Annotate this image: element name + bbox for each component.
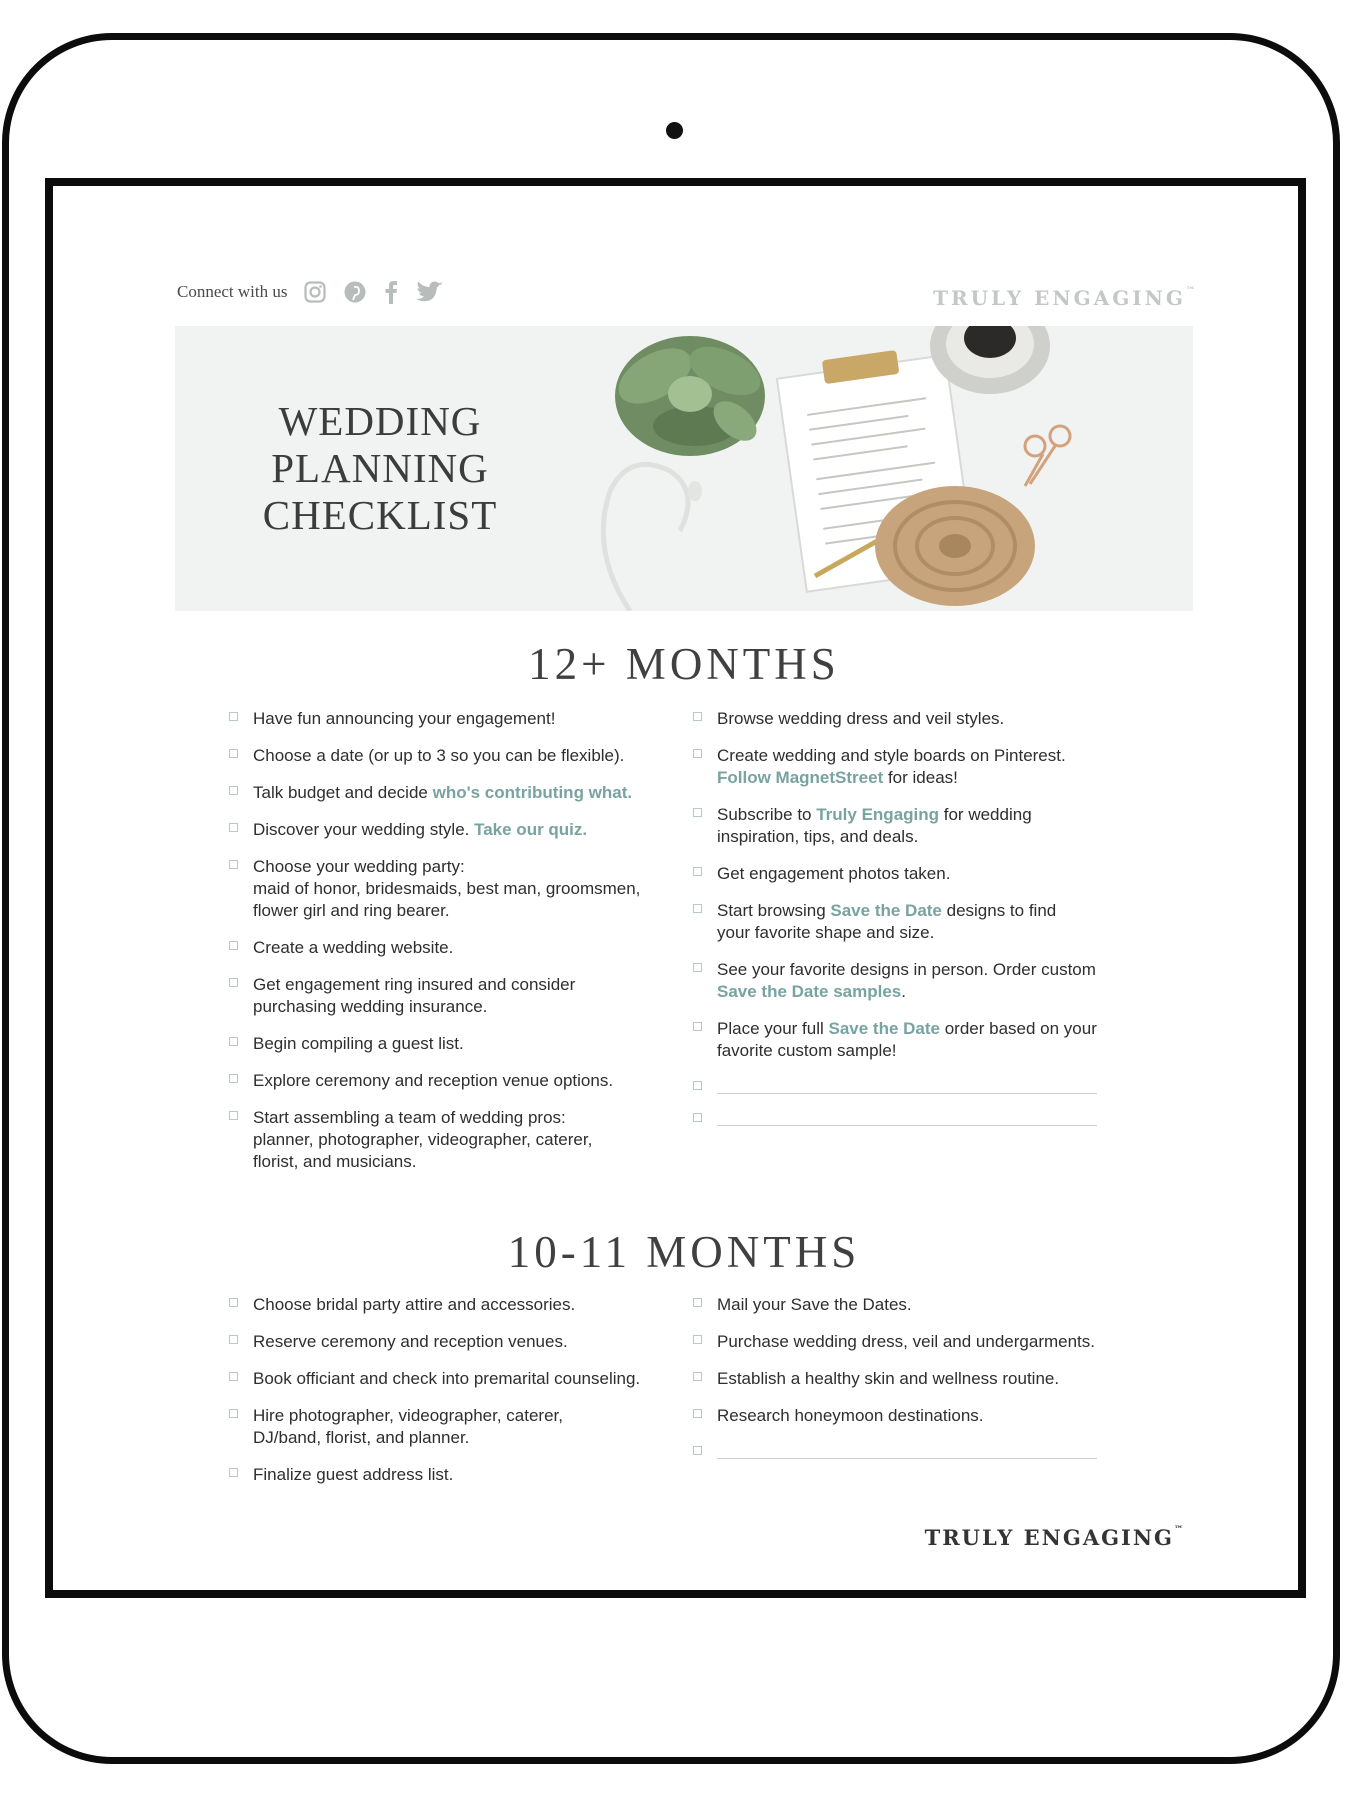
checklist-text: Explore ceremony and reception venue options. (253, 1071, 614, 1090)
checklist-item (229, 1033, 699, 1055)
checklist-item-line (253, 878, 699, 900)
checklist-text: Start browsing (717, 901, 831, 920)
checklist-link[interactable]: who's contributing what. (432, 783, 633, 802)
checkbox[interactable] (693, 867, 702, 876)
checklist-link[interactable]: Save the Date (828, 1019, 940, 1038)
checklist-item-line (717, 708, 1163, 730)
checklist-item (693, 863, 1163, 885)
checklist-item-line (253, 856, 699, 878)
checklist-item (693, 1018, 1163, 1062)
checkbox[interactable] (229, 749, 238, 758)
checklist-item-line (253, 745, 699, 767)
checkbox[interactable] (229, 1111, 238, 1120)
checkbox[interactable] (229, 941, 238, 950)
checklist-text: flower girl and ring bearer. (253, 901, 450, 920)
hero-title-line: WEDDING (278, 398, 482, 444)
checklist-text: Start assembling a team of wedding pros: (253, 1108, 566, 1127)
checklist-item (693, 1109, 1163, 1126)
checklist-item-line (717, 745, 1163, 767)
checklist-text: planner, photographer, videographer, caterer, (253, 1130, 593, 1149)
checklist-item (693, 745, 1163, 789)
checklist-text: designs to find (941, 901, 1057, 920)
checkbox[interactable] (229, 860, 238, 869)
checklist-text: Create wedding and style boards on Pinterest. (717, 746, 1066, 765)
checklist-col-12-right (693, 708, 1163, 1141)
checklist-link[interactable]: Save the Date samples (717, 982, 902, 1001)
checkbox[interactable] (693, 1081, 702, 1090)
checklist-item (229, 1331, 699, 1353)
checklist-text: Place your full (717, 1019, 829, 1038)
checklist-text: Establish a healthy skin and wellness routine. (717, 1369, 1060, 1388)
checklist-item (229, 1368, 699, 1390)
checklist-item-line (253, 1033, 699, 1055)
checklist-item-line (717, 767, 1163, 789)
succulent-plant (609, 336, 768, 456)
checklist-link[interactable]: Save the Date (830, 901, 942, 920)
checklist-item-line (717, 804, 1163, 826)
checkbox[interactable] (693, 1022, 702, 1031)
checkbox[interactable] (229, 978, 238, 987)
checklist-item-line (253, 1107, 699, 1129)
checklist-text: inspiration, tips, and deals. (717, 827, 919, 846)
checkbox[interactable] (693, 1409, 702, 1418)
checkbox[interactable] (693, 749, 702, 758)
checklist-item-line (253, 1368, 699, 1390)
checklist-link[interactable]: Take our quiz. (474, 820, 588, 839)
checklist-item-line (717, 863, 1163, 885)
checklist-text: Choose your wedding party: (253, 857, 465, 876)
twitter-icon[interactable] (416, 281, 444, 303)
checklist-item (229, 819, 699, 841)
checklist-item-line (253, 1405, 699, 1427)
checklist-text: DJ/band, florist, and planner. (253, 1428, 470, 1447)
checklist-text: Discover your wedding style. (253, 820, 475, 839)
top-bar (177, 278, 1195, 318)
checklist-text: Begin compiling a guest list. (253, 1034, 464, 1053)
checkbox[interactable] (229, 712, 238, 721)
checkbox[interactable] (229, 1037, 238, 1046)
facebook-icon[interactable] (384, 280, 398, 304)
checklist-item-line (253, 819, 699, 841)
checklist-item-line (717, 1368, 1163, 1390)
hero-banner (175, 326, 1193, 611)
checklist-col-10-right (693, 1294, 1163, 1474)
checklist-text: Book officiant and check into premarital counseling. (253, 1369, 641, 1388)
checklist-item-line (253, 1129, 699, 1151)
checklist-item (229, 1464, 699, 1486)
checklist-text: Reserve ceremony and reception venues. (253, 1332, 568, 1351)
checklist-item (229, 974, 699, 1018)
blank-write-in-line (717, 1442, 1097, 1459)
checklist-item (229, 1294, 699, 1316)
checklist-item (693, 1077, 1163, 1094)
checklist-text: Choose a date (or up to 3 so you can be flexible). (253, 746, 625, 765)
checklist-item-line (253, 900, 699, 922)
checklist-item (693, 804, 1163, 848)
woven-basket (875, 486, 1035, 606)
checklist-col-10-left (229, 1294, 699, 1501)
checklist-item (693, 1294, 1163, 1316)
checklist-item-line (253, 996, 699, 1018)
instagram-icon[interactable] (304, 281, 326, 303)
checklist-item (229, 782, 699, 804)
checklist-item-line (717, 900, 1163, 922)
checkbox[interactable] (229, 1409, 238, 1418)
checkbox[interactable] (693, 1372, 702, 1381)
checklist-text: Get engagement photos taken. (717, 864, 951, 883)
checklist-item-line (253, 974, 699, 996)
checkbox[interactable] (693, 963, 702, 972)
checklist-text: favorite custom sample! (717, 1041, 897, 1060)
checklist-item (693, 1442, 1163, 1459)
checklist-text: . (901, 982, 906, 1001)
checklist-text: purchasing wedding insurance. (253, 997, 488, 1016)
checklist-text: for wedding (939, 805, 1032, 824)
connect-label: Connect with us (177, 282, 288, 301)
checklist-item (693, 959, 1163, 1003)
brand-logo-bottom: TRULY ENGAGING™ (924, 1525, 1183, 1550)
checkbox[interactable] (229, 1372, 238, 1381)
checklist-item (693, 1331, 1163, 1353)
checklist-text: Browse wedding dress and veil styles. (717, 709, 1005, 728)
checklist-item (229, 1070, 699, 1092)
checkbox[interactable] (229, 1468, 238, 1477)
checklist-text: order based on your (940, 1019, 1097, 1038)
checklist-item-line (717, 1040, 1163, 1062)
checklist-item-line (253, 937, 699, 959)
brand-logo-top: TRULY ENGAGING™ (933, 286, 1195, 310)
checklist-item-line (717, 922, 1163, 944)
hero-title (235, 398, 525, 539)
section-heading-10-11-months: 10-11 MONTHS (507, 1227, 861, 1277)
checklist-text: Subscribe to (717, 805, 817, 824)
hero-title-line: CHECKLIST (262, 492, 498, 538)
checklist-item-line (717, 1331, 1163, 1353)
checklist-item-line (717, 981, 1163, 1003)
checkbox[interactable] (229, 823, 238, 832)
checklist-item-line (253, 1464, 699, 1486)
checklist-item-line (253, 708, 699, 730)
checklist-item-line (717, 1294, 1163, 1316)
checklist-item-line (717, 1405, 1163, 1427)
earphone-cord (603, 464, 688, 611)
scissors (1025, 426, 1070, 486)
checkbox[interactable] (229, 1298, 238, 1307)
checkbox[interactable] (229, 1074, 238, 1083)
checklist-text: Create a wedding website. (253, 938, 454, 957)
blank-write-in-line (717, 1077, 1097, 1094)
checkbox[interactable] (693, 1298, 702, 1307)
checklist-item-line (717, 1018, 1163, 1040)
checklist-text: florist, and musicians. (253, 1152, 417, 1171)
checklist-item-line (717, 826, 1163, 848)
checkbox[interactable] (693, 1113, 702, 1122)
checklist-text: Mail your Save the Dates. (717, 1295, 912, 1314)
camera-dot (666, 122, 683, 139)
checklist-text: Research honeymoon destinations. (717, 1406, 984, 1425)
checklist-text: Choose bridal party attire and accessories. (253, 1295, 576, 1314)
checklist-item (229, 708, 699, 730)
checklist-link[interactable]: Follow MagnetStreet (717, 768, 884, 787)
checklist-text: your favorite shape and size. (717, 923, 935, 942)
checklist-link[interactable]: Truly Engaging (816, 805, 940, 824)
pinterest-icon[interactable] (344, 281, 366, 303)
checklist-col-12-left (229, 708, 699, 1188)
checklist-item-line (253, 1294, 699, 1316)
checklist-text: Talk budget and decide (253, 783, 433, 802)
checklist-text: for ideas! (883, 768, 958, 787)
checkbox[interactable] (693, 1335, 702, 1344)
checklist-item-line (717, 959, 1163, 981)
checkbox[interactable] (229, 786, 238, 795)
connect-with-us (177, 280, 444, 304)
tablet-screen (45, 178, 1306, 1598)
checkbox[interactable] (229, 1335, 238, 1344)
checklist-item (229, 856, 699, 922)
earphone-bud (688, 481, 702, 501)
checklist-item (693, 708, 1163, 730)
checklist-item (229, 745, 699, 767)
checklist-item (693, 900, 1163, 944)
social-icons (304, 280, 444, 304)
checklist-item-line (253, 1427, 699, 1449)
checklist-text: maid of honor, bridesmaids, best man, groomsmen, (253, 879, 641, 898)
checklist-text: See your favorite designs in person. Order custom (717, 960, 1096, 979)
checklist-item (229, 937, 699, 959)
section-heading-12-months: 12+ MONTHS (528, 639, 840, 689)
checkbox[interactable] (693, 1446, 702, 1455)
checkbox[interactable] (693, 808, 702, 817)
checklist-item (229, 1405, 699, 1449)
checklist-item (229, 1107, 699, 1173)
checklist-text: Finalize guest address list. (253, 1465, 454, 1484)
checklist-item-line (253, 1151, 699, 1173)
hero-title-line: PLANNING (271, 445, 489, 491)
checkbox[interactable] (693, 712, 702, 721)
blank-write-in-line (717, 1109, 1097, 1126)
checklist-text: Have fun announcing your engagement! (253, 709, 556, 728)
checklist-item-line (253, 1331, 699, 1353)
checklist-text: Get engagement ring insured and consider (253, 975, 576, 994)
checkbox[interactable] (693, 904, 702, 913)
checklist-text: Purchase wedding dress, veil and undergarments. (717, 1332, 1095, 1351)
checklist-item (693, 1405, 1163, 1427)
checklist-item (693, 1368, 1163, 1390)
checklist-item-line (253, 1070, 699, 1092)
checklist-item-line (253, 782, 699, 804)
checklist-text: Hire photographer, videographer, caterer, (253, 1406, 563, 1425)
